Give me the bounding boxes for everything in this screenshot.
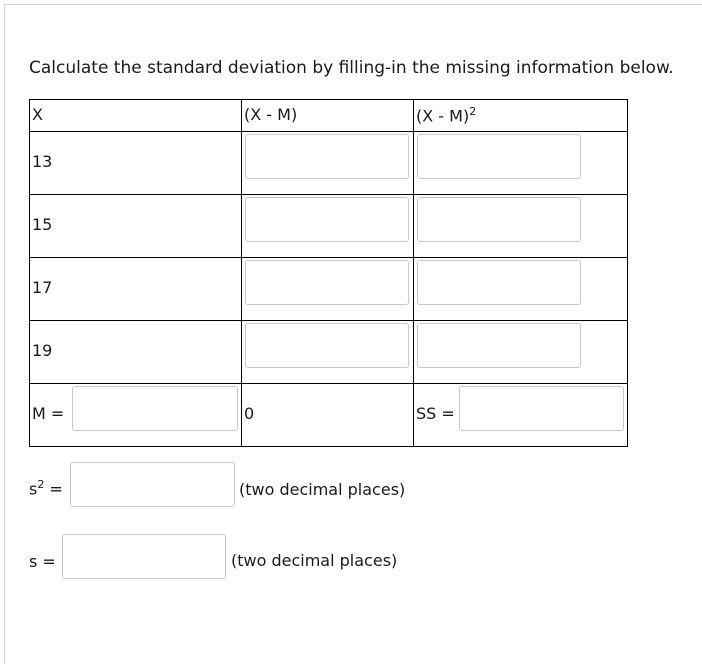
stdev-row: [29, 534, 449, 582]
squared-deviation-input-row1[interactable]: [417, 134, 581, 179]
header-x: X: [30, 100, 242, 132]
x-value: 17: [32, 278, 53, 297]
mean-input[interactable]: [72, 386, 238, 431]
table-row: [30, 132, 628, 195]
header-deviation: (X - M): [242, 100, 414, 132]
table-footer-row: [30, 384, 628, 447]
deviation-input-row2[interactable]: [245, 197, 409, 242]
table-row: [30, 321, 628, 384]
variance-note: (two decimal places): [239, 480, 406, 499]
x-value-cell: [30, 132, 242, 195]
squared-deviation-input-row3[interactable]: [417, 260, 581, 305]
squared-deviation-input-row2[interactable]: [417, 197, 581, 242]
ss-cell: [414, 384, 628, 447]
header-squared-deviation: (X - M)$^2$: [414, 100, 628, 132]
deviation-input-row3[interactable]: [245, 260, 409, 305]
x-value-cell: [30, 195, 242, 258]
x-value-cell: [30, 258, 242, 321]
x-value: 13: [32, 152, 53, 171]
x-value-cell: [30, 321, 242, 384]
deviation-sum-cell: [242, 384, 414, 447]
instruction-text: Calculate the standard deviation by filling-in the missing information below.: [29, 58, 674, 78]
calculation-table: [29, 99, 628, 447]
stdev-label: s =: [29, 552, 56, 571]
x-value: 15: [32, 215, 53, 234]
stdev-note: (two decimal places): [231, 551, 398, 570]
deviation-input-row4[interactable]: [245, 323, 409, 368]
stdev-input[interactable]: [62, 534, 226, 579]
ss-input[interactable]: [459, 386, 624, 431]
deviation-sum: 0: [244, 404, 255, 423]
variance-row: [29, 462, 449, 510]
mean-label: M =: [32, 404, 65, 423]
variance-input[interactable]: [70, 462, 235, 507]
squared-deviation-input-row4[interactable]: [417, 323, 581, 368]
table-header-row: [30, 100, 628, 132]
deviation-input-row1[interactable]: [245, 134, 409, 179]
table-row: [30, 258, 628, 321]
x-value: 19: [32, 341, 53, 360]
ss-label: SS =: [416, 404, 455, 423]
mean-cell: [30, 384, 242, 447]
table-row: [30, 195, 628, 258]
variance-label: $s^2$ =: [29, 478, 63, 499]
